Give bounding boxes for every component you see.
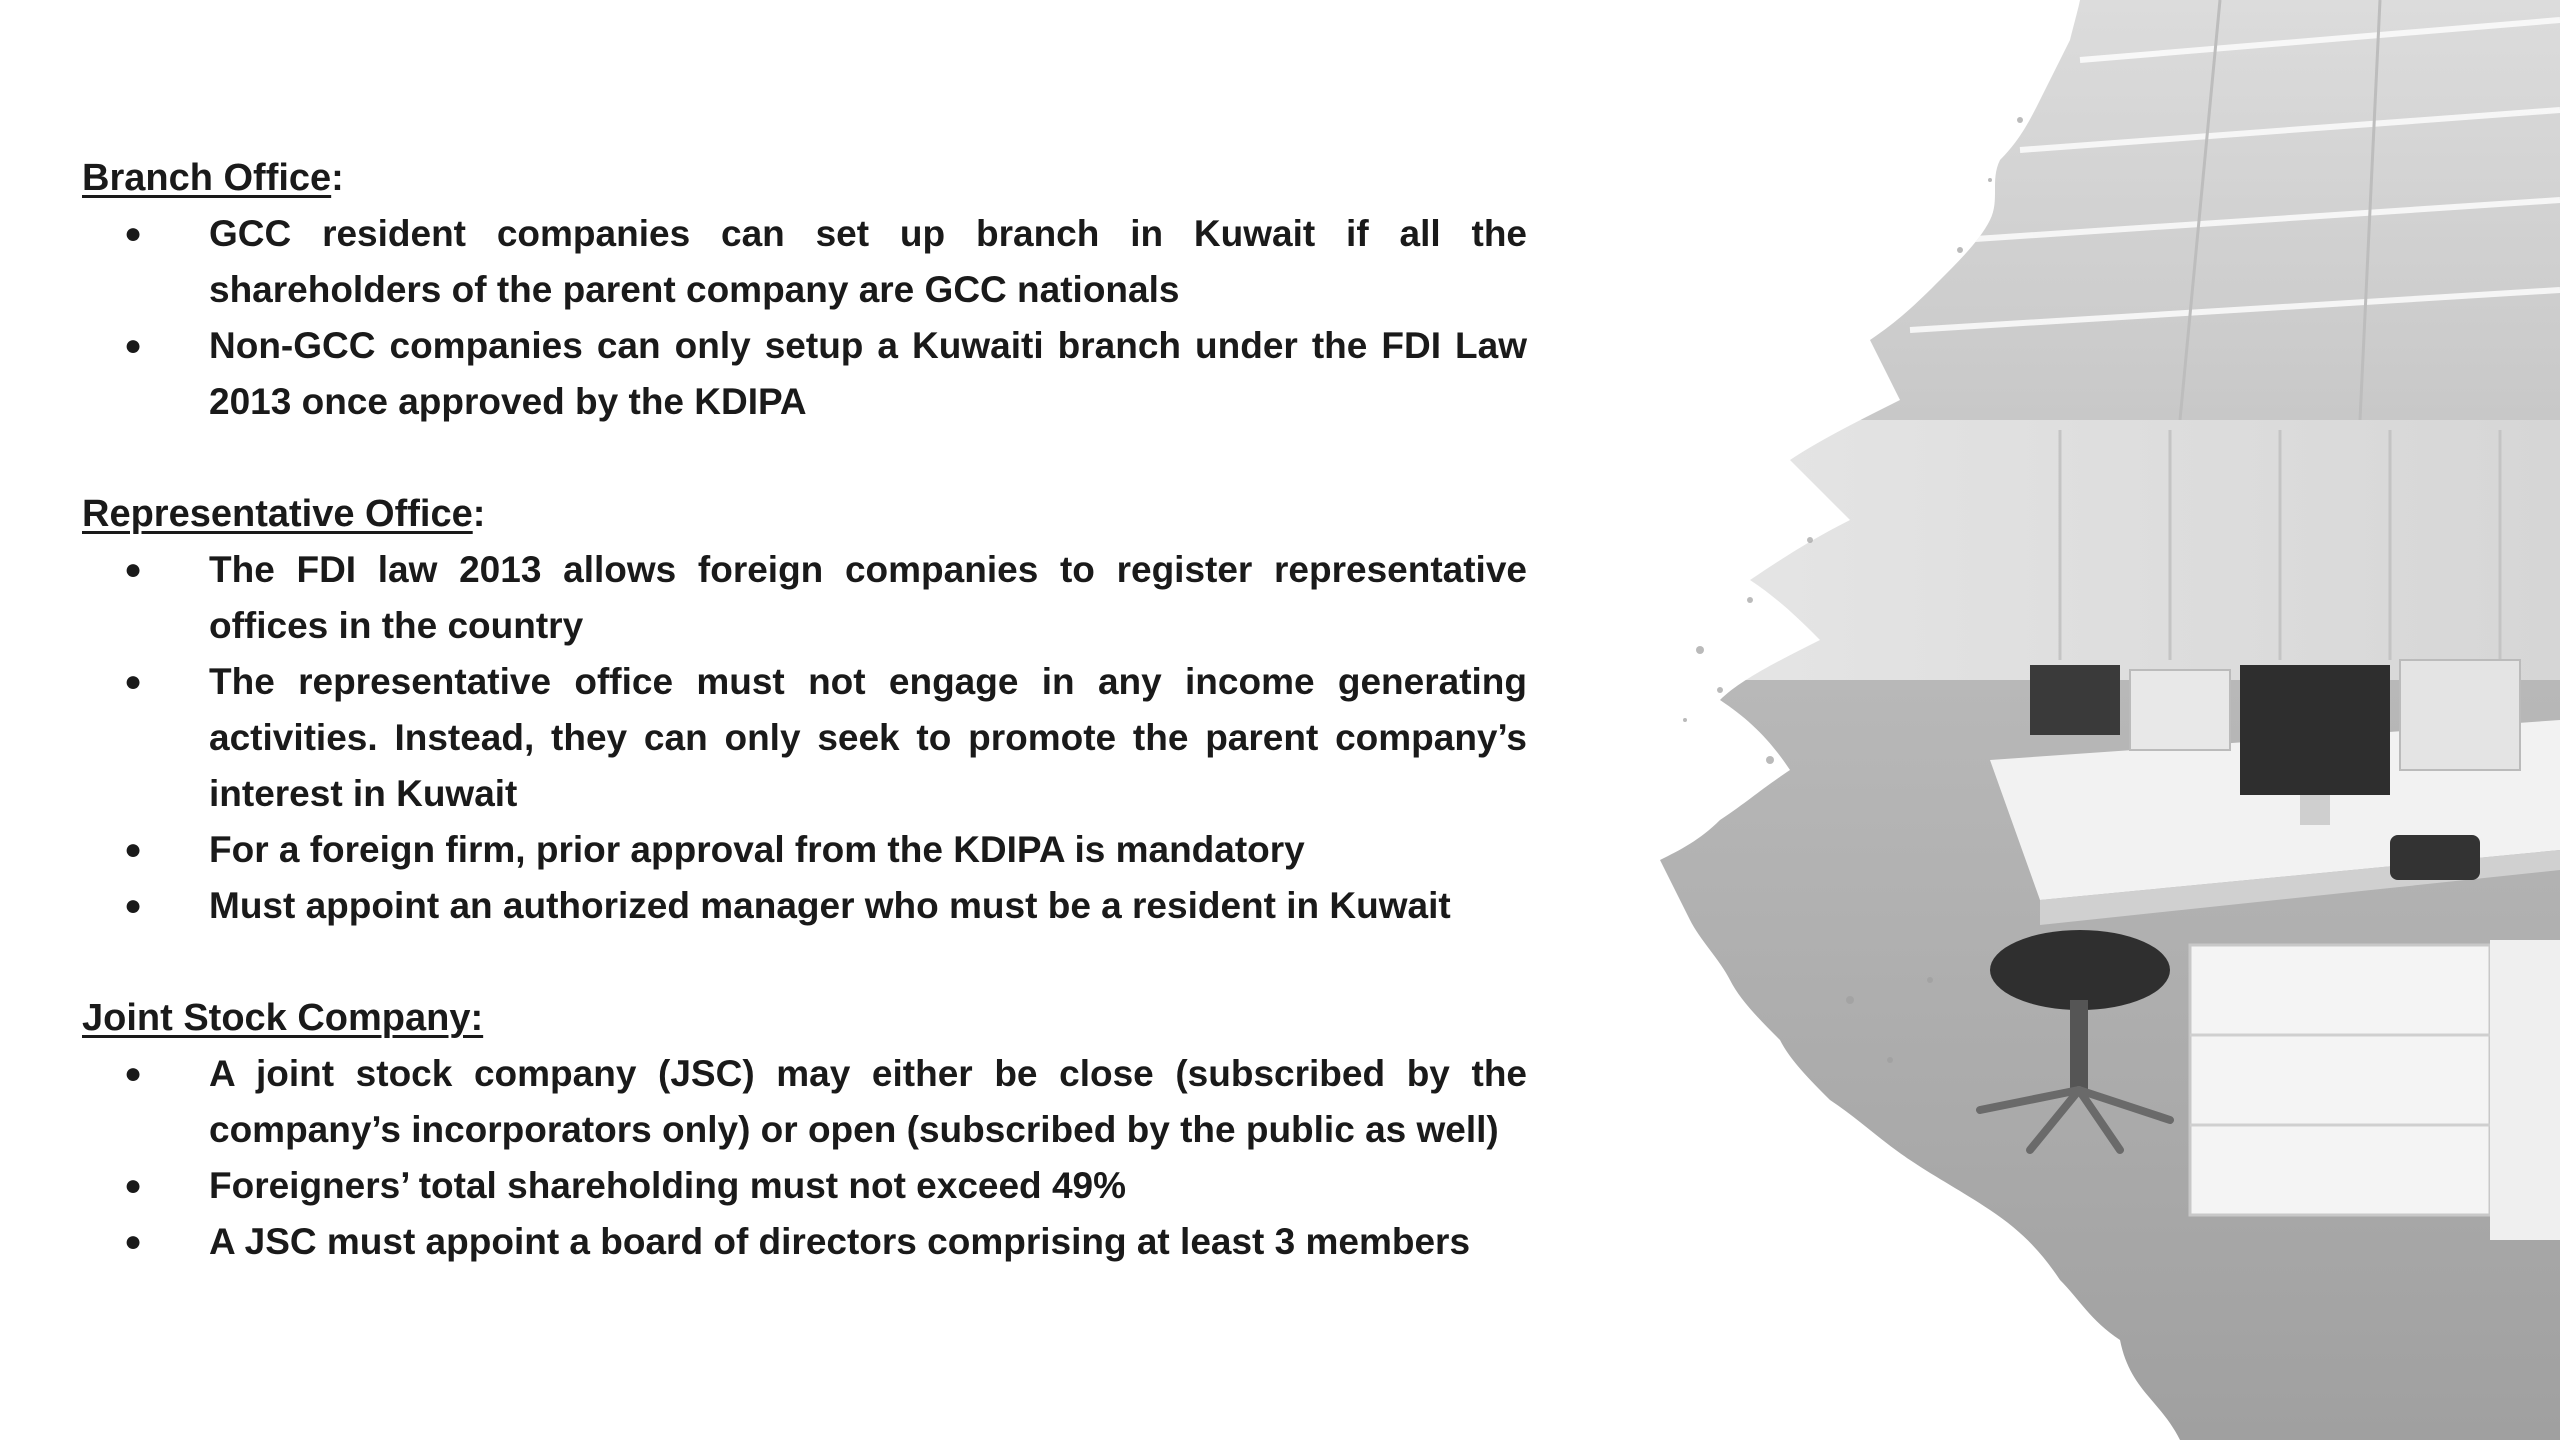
- list-item: [82, 1158, 1527, 1214]
- bullet-icon: ●: [124, 833, 143, 866]
- bullet-icon: ●: [124, 665, 143, 698]
- section-heading-label: Representative Office: [82, 493, 473, 535]
- section-heading: [82, 486, 1527, 542]
- joint-stock-company-section: [82, 990, 1527, 1270]
- bullet-icon: ●: [124, 329, 143, 362]
- section-heading: [82, 990, 1527, 1046]
- section-heading-label: Branch Office: [82, 157, 332, 199]
- list-item-text: The FDI law 2013 allows foreign companies to register representative offices in the country: [209, 549, 1527, 646]
- representative-office-section: [82, 486, 1527, 934]
- bullet-list: [82, 206, 1527, 430]
- bullet-icon: ●: [124, 553, 143, 586]
- bullet-icon: ●: [124, 217, 143, 250]
- section-heading-label: Joint Stock Company:: [82, 997, 484, 1039]
- bullet-list: [82, 1046, 1527, 1270]
- list-item: [82, 654, 1527, 822]
- bullet-icon: ●: [124, 1225, 143, 1258]
- bullet-icon: ●: [124, 1169, 143, 1202]
- list-item-text: A JSC must appoint a board of directors comprising at least 3 members: [209, 1221, 1471, 1262]
- list-item: [82, 206, 1527, 318]
- list-item: [82, 318, 1527, 430]
- list-item: [82, 542, 1527, 654]
- bullet-icon: ●: [124, 889, 143, 922]
- section-heading-suffix: :: [331, 157, 344, 199]
- section-heading-suffix: :: [472, 493, 486, 535]
- bullet-list: [82, 542, 1527, 934]
- content-area: [82, 150, 1527, 1326]
- section-heading: [82, 150, 1527, 206]
- list-item: [82, 1046, 1527, 1158]
- list-item: [82, 878, 1527, 934]
- list-item: [82, 822, 1527, 878]
- list-item-text: Foreigners’ total shareholding must not exceed 49%: [209, 1165, 1126, 1206]
- list-item-text: For a foreign firm, prior approval from the KDIPA is mandatory: [209, 829, 1305, 870]
- list-item-text: The representative office must not engage in any income generating activities. Instead, they can only seek to promote the parent company’s interest in Kuwait: [209, 661, 1527, 814]
- office-photo-icon: [1660, 0, 2560, 1440]
- list-item: [82, 1214, 1527, 1270]
- branch-office-section: [82, 150, 1527, 430]
- list-item-text: Must appoint an authorized manager who must be a resident in Kuwait: [209, 885, 1451, 926]
- list-item-text: A joint stock company (JSC) may either be close (subscribed by the company’s incorporators only) or open (subscribed by the public as well): [209, 1053, 1527, 1150]
- list-item-text: GCC resident companies can set up branch in Kuwait if all the shareholders of the parent company are GCC nationals: [209, 213, 1527, 310]
- list-item-text: Non-GCC companies can only setup a Kuwaiti branch under the FDI Law 2013 once approved by the KDIPA: [209, 325, 1527, 422]
- bullet-icon: ●: [124, 1057, 143, 1090]
